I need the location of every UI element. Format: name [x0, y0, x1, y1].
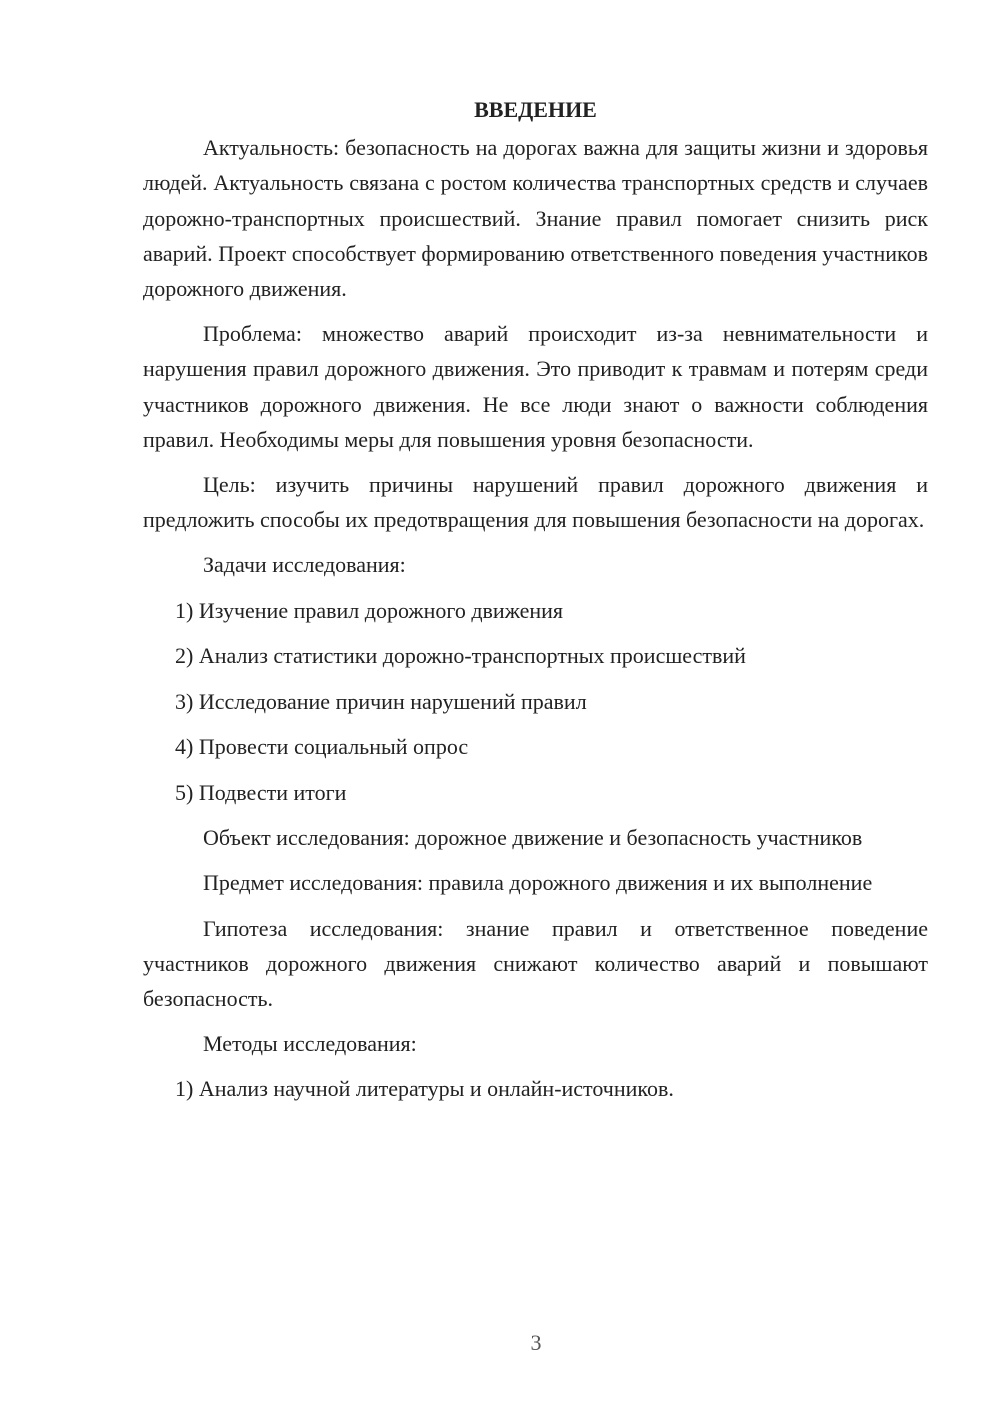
- task-item: 5) Подвести итоги: [175, 779, 347, 805]
- tasks-label: Задачи исследования:: [203, 552, 406, 578]
- methods-label: Методы исследования:: [203, 1031, 417, 1057]
- tasks-list: [143, 593, 928, 810]
- paragraph-subject: Предмет исследования: правила дорожного движения и их выполнение: [203, 870, 873, 896]
- text-column: [143, 92, 928, 1117]
- paragraph-goal: Цель: изучить причины нарушений правил дорожного движения и предложить способы их предотвращения для повышения безопасности на дорогах.: [143, 472, 928, 533]
- paragraph-problem: Проблема: множество аварий происходит из-за невнимательности и нарушения правил дорожного движения. Это приводит к травмам и потерям среди участников дорожного движения. Не все люди знают о важности соблюдения правил. Необходимы меры для повышения уровня безопасности.: [143, 321, 928, 452]
- paragraph-hypothesis: Гипотеза исследования: знание правил и ответственное поведение участников дорожного движения снижают количество аварий и повышают безопасность.: [143, 915, 928, 1011]
- task-item: 1) Изучение правил дорожного движения: [175, 597, 564, 623]
- methods-list: [143, 1071, 928, 1106]
- task-item: 3) Исследование причин нарушений правил: [175, 688, 587, 714]
- method-item: 1) Анализ научной литературы и онлайн-источников.: [175, 1076, 674, 1102]
- paragraph-relevance: Актуальность: безопасность на дорогах важна для защиты жизни и здоровья людей. Актуальность связана с ростом количества транспортных средств и случаев дорожно-транспортных происшествий. Знание правил помогает снизить риск аварий. Проект способствует формированию ответственного поведения участников дорожного движения.: [143, 135, 928, 302]
- task-item: 4) Провести социальный опрос: [175, 734, 469, 760]
- page-number: 3: [530, 1330, 542, 1355]
- section-heading: ВВЕДЕНИЕ: [474, 97, 597, 122]
- task-item: 2) Анализ статистики дорожно-транспортных происшествий: [175, 643, 746, 669]
- paragraph-object: Объект исследования: дорожное движение и безопасность участников: [203, 825, 863, 851]
